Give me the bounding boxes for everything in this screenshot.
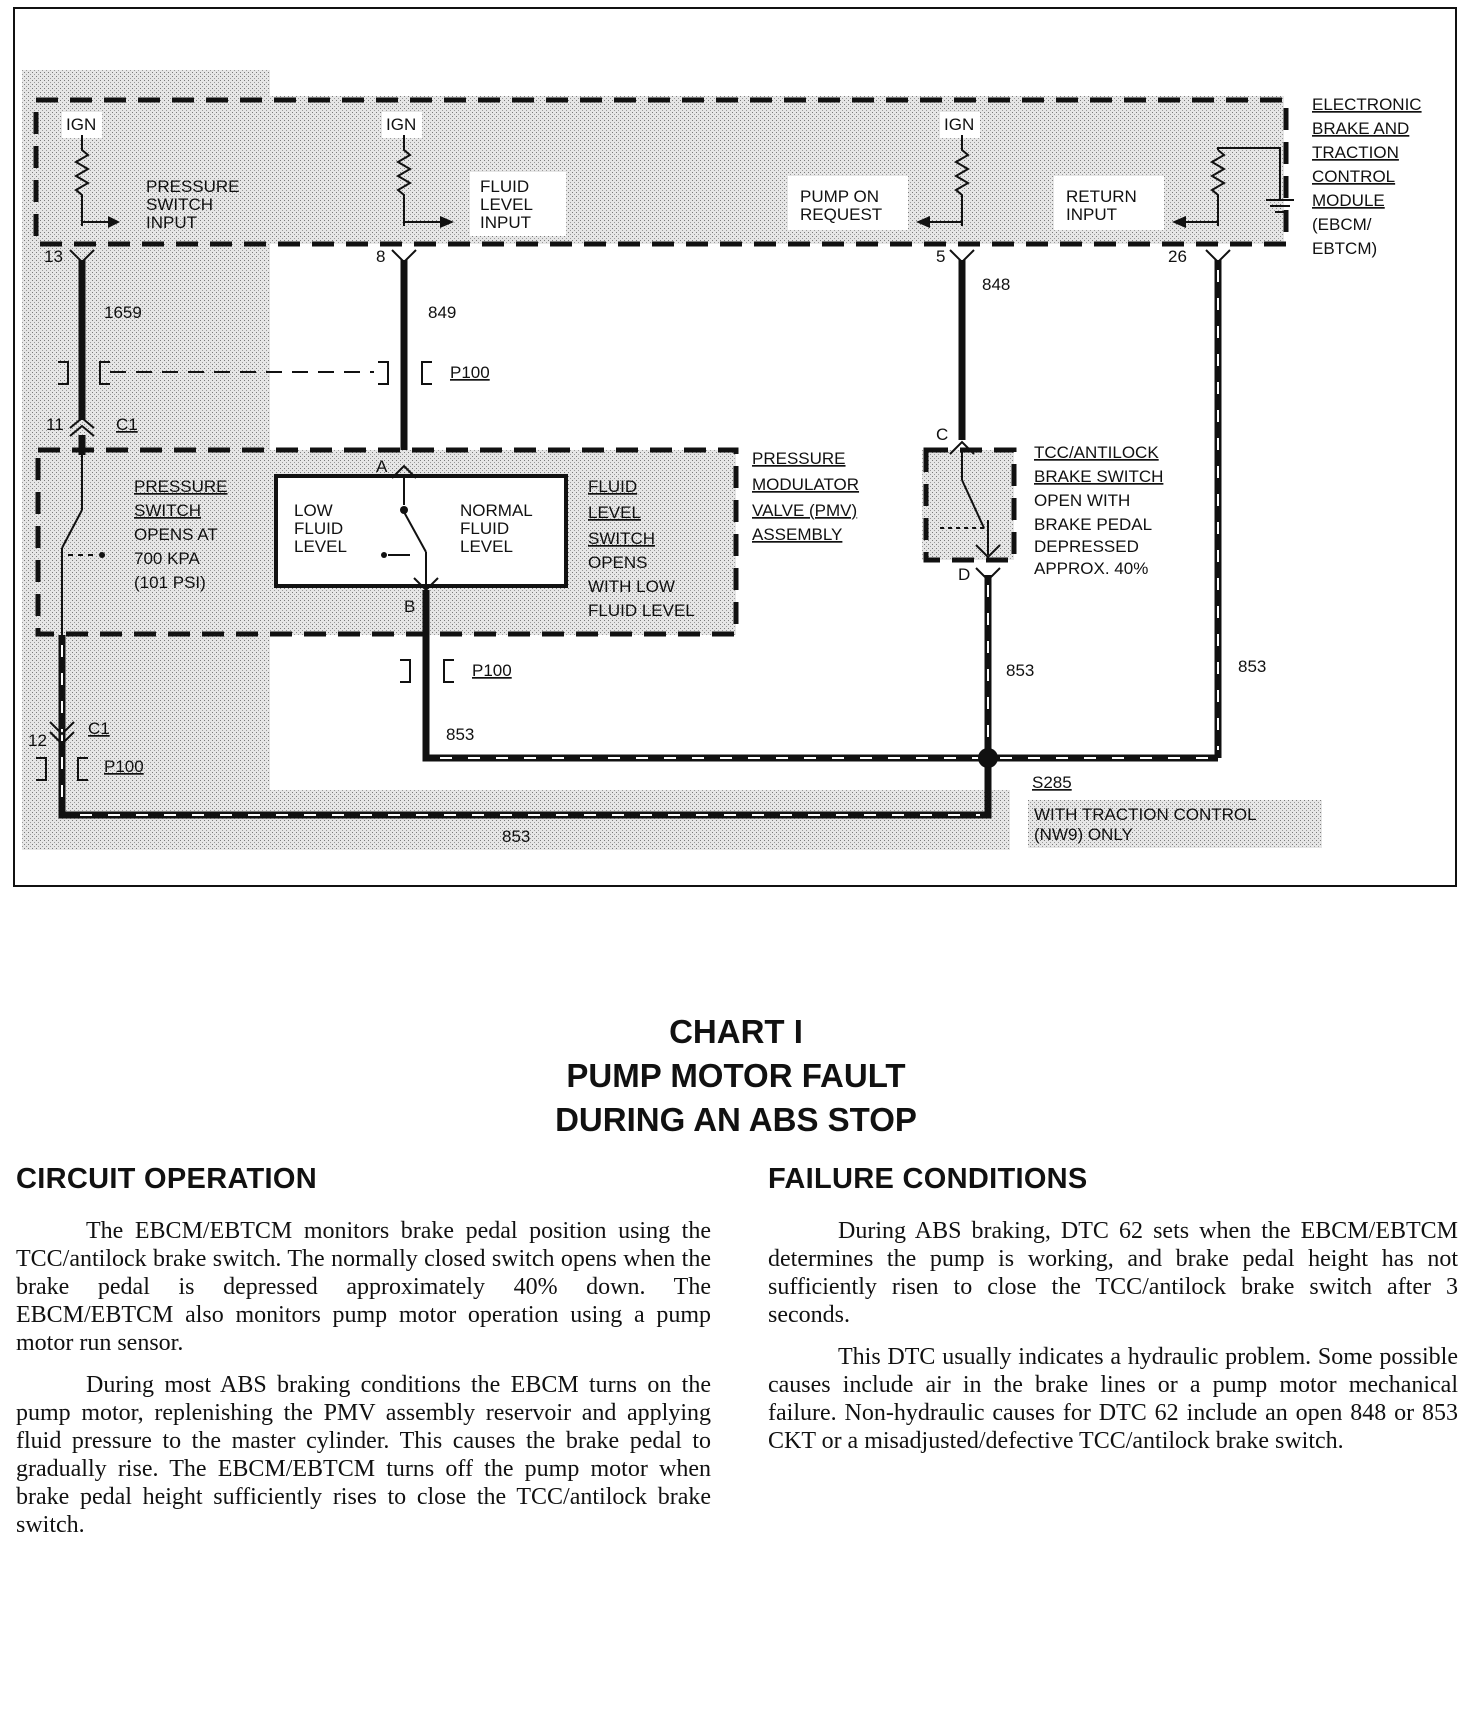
pin-26: 26 — [1168, 247, 1187, 266]
pin-5: 5 — [936, 247, 946, 266]
splice-s285-label: S285 — [1032, 773, 1072, 792]
svg-text:BRAKE AND: BRAKE AND — [1312, 119, 1410, 138]
pump-on-request-label — [800, 187, 882, 224]
svg-text:700 KPA: 700 KPA — [134, 549, 200, 568]
terminal-d: D — [958, 565, 971, 584]
svg-text:OPEN WITH: OPEN WITH — [1034, 491, 1131, 510]
connector-c1-lower: C1 — [88, 719, 110, 738]
failure-conditions-paragraph-2: This DTC usually indicates a hydraulic problem. Some possible causes include air in the brake lines or a pump motor mechanical failure. Non-hydraulic causes for DTC 62 include an open 848 or 853 CKT or a misadjusted/defective TCC/antilock brake switch. — [768, 1344, 1458, 1454]
svg-text:LEVEL: LEVEL — [294, 537, 347, 556]
svg-text:LEVEL: LEVEL — [588, 503, 641, 522]
svg-text:MODULE: MODULE — [1312, 191, 1385, 210]
circuit-operation-paragraph-1: The EBCM/EBTCM monitors brake pedal position using the TCC/antilock brake switch. The normally closed switch opens when the brake pedal is depressed approximately 40% down. The EBCM/EBTCM also monitors pump motor operation using a pump motor run sensor. — [16, 1218, 711, 1356]
ign-label-8: IGN — [386, 115, 417, 134]
svg-text:FLUID: FLUID — [460, 519, 510, 538]
svg-text:OPENS: OPENS — [588, 553, 648, 572]
ign-label-5: IGN — [944, 115, 975, 134]
svg-text:PRESSURE: PRESSURE — [134, 477, 228, 496]
svg-text:FLUID: FLUID — [294, 519, 344, 538]
svg-text:LEVEL: LEVEL — [480, 195, 533, 214]
circuit-operation-paragraph-2: During most ABS braking conditions the EBCM turns on the pump motor, replenishing the PMV assembly reservoir and applying fluid pressure to the master cylinder. This causes the brake pedal to gradually rise. The EBCM/EBTCM turns off the pump motor when brake pedal height sufficiently rises to close the TCC/antilock brake switch. — [16, 1372, 711, 1538]
svg-text:(101 PSI): (101 PSI) — [134, 573, 206, 592]
svg-text:PRESSURE: PRESSURE — [752, 449, 846, 468]
connector-p100-lower: P100 — [472, 661, 512, 680]
circuit-853-right: 853 — [1238, 657, 1267, 676]
svg-text:PUMP ON: PUMP ON — [800, 187, 880, 206]
ign-label-13: IGN — [66, 115, 97, 134]
chart-title — [0, 1010, 1472, 1142]
svg-text:TCC/ANTILOCK: TCC/ANTILOCK — [1034, 443, 1159, 462]
chart-title-line1: CHART I — [669, 1013, 803, 1050]
svg-text:TRACTION: TRACTION — [1312, 143, 1399, 162]
svg-text:SWITCH: SWITCH — [588, 529, 656, 548]
svg-text:(NW9) ONLY: (NW9) ONLY — [1034, 825, 1133, 844]
svg-text:LOW: LOW — [294, 501, 333, 520]
chart-title-line3: DURING AN ABS STOP — [555, 1101, 917, 1138]
failure-conditions-paragraph-1: During ABS braking, DTC 62 sets when the EBCM/EBTCM determines the pump is working, and brake pedal height has not sufficiently risen to close the TCC/antilock brake switch after 3 seconds. — [768, 1218, 1458, 1328]
svg-text:FLUID: FLUID — [588, 477, 638, 496]
svg-text:WITH LOW: WITH LOW — [588, 577, 675, 596]
terminal-b: B — [404, 597, 416, 616]
circuit-849: 849 — [428, 303, 457, 322]
svg-text:INPUT: INPUT — [1066, 205, 1117, 224]
svg-text:REQUEST: REQUEST — [800, 205, 883, 224]
svg-text:OPENS AT: OPENS AT — [134, 525, 218, 544]
svg-text:ASSEMBLY: ASSEMBLY — [752, 525, 843, 544]
circuit-853-mid: 853 — [1006, 661, 1035, 680]
svg-text:NORMAL: NORMAL — [460, 501, 533, 520]
terminal-c: C — [936, 425, 949, 444]
circuit-848: 848 — [982, 275, 1011, 294]
pin-11: 11 — [46, 415, 64, 434]
svg-text:SWITCH: SWITCH — [146, 195, 214, 214]
fluid-level-input-label — [480, 177, 533, 232]
svg-text:FLUID LEVEL: FLUID LEVEL — [588, 601, 695, 620]
svg-text:DEPRESSED: DEPRESSED — [1034, 537, 1139, 556]
circuit-1659: 1659 — [104, 303, 142, 322]
circuit-853-bottom: 853 — [502, 827, 531, 846]
svg-text:BRAKE SWITCH: BRAKE SWITCH — [1034, 467, 1164, 486]
svg-text:MODULATOR: MODULATOR — [752, 475, 860, 494]
svg-text:VALVE (PMV): VALVE (PMV) — [752, 501, 858, 520]
svg-text:INPUT: INPUT — [480, 213, 531, 232]
pin-13: 13 — [44, 247, 63, 266]
svg-text:FLUID: FLUID — [480, 177, 530, 196]
svg-text:INPUT: INPUT — [146, 213, 197, 232]
connector-p100-left: P100 — [104, 757, 144, 776]
connector-c1-upper: C1 — [116, 415, 138, 434]
connector-p100-upper: P100 — [450, 363, 490, 382]
shade-tcc — [922, 450, 1014, 560]
svg-text:CONTROL: CONTROL — [1312, 167, 1396, 186]
pin-12: 12 — [28, 731, 47, 750]
circuit-operation-heading: CIRCUIT OPERATION — [16, 1163, 318, 1195]
circuit-operation-section — [16, 1165, 711, 1553]
svg-text:WITH TRACTION CONTROL: WITH TRACTION CONTROL — [1034, 805, 1257, 824]
svg-text:BRAKE PEDAL: BRAKE PEDAL — [1034, 515, 1153, 534]
svg-text:LEVEL: LEVEL — [460, 537, 513, 556]
splice-s285 — [978, 748, 998, 768]
terminal-a: A — [376, 457, 388, 476]
failure-conditions-section — [768, 1165, 1458, 1469]
svg-text:EBTCM): EBTCM) — [1312, 239, 1378, 258]
svg-text:ELECTRONIC: ELECTRONIC — [1312, 95, 1422, 114]
svg-text:APPROX. 40%: APPROX. 40% — [1034, 559, 1149, 578]
svg-text:PRESSURE: PRESSURE — [146, 177, 240, 196]
failure-conditions-heading: FAILURE CONDITIONS — [768, 1163, 1088, 1195]
circuit-853-pmv: 853 — [446, 725, 475, 744]
svg-text:SWITCH: SWITCH — [134, 501, 202, 520]
pin-8: 8 — [376, 247, 386, 266]
svg-text:(EBCM/: (EBCM/ — [1312, 215, 1372, 234]
chart-title-line2: PUMP MOTOR FAULT — [566, 1057, 906, 1094]
svg-text:RETURN: RETURN — [1066, 187, 1137, 206]
